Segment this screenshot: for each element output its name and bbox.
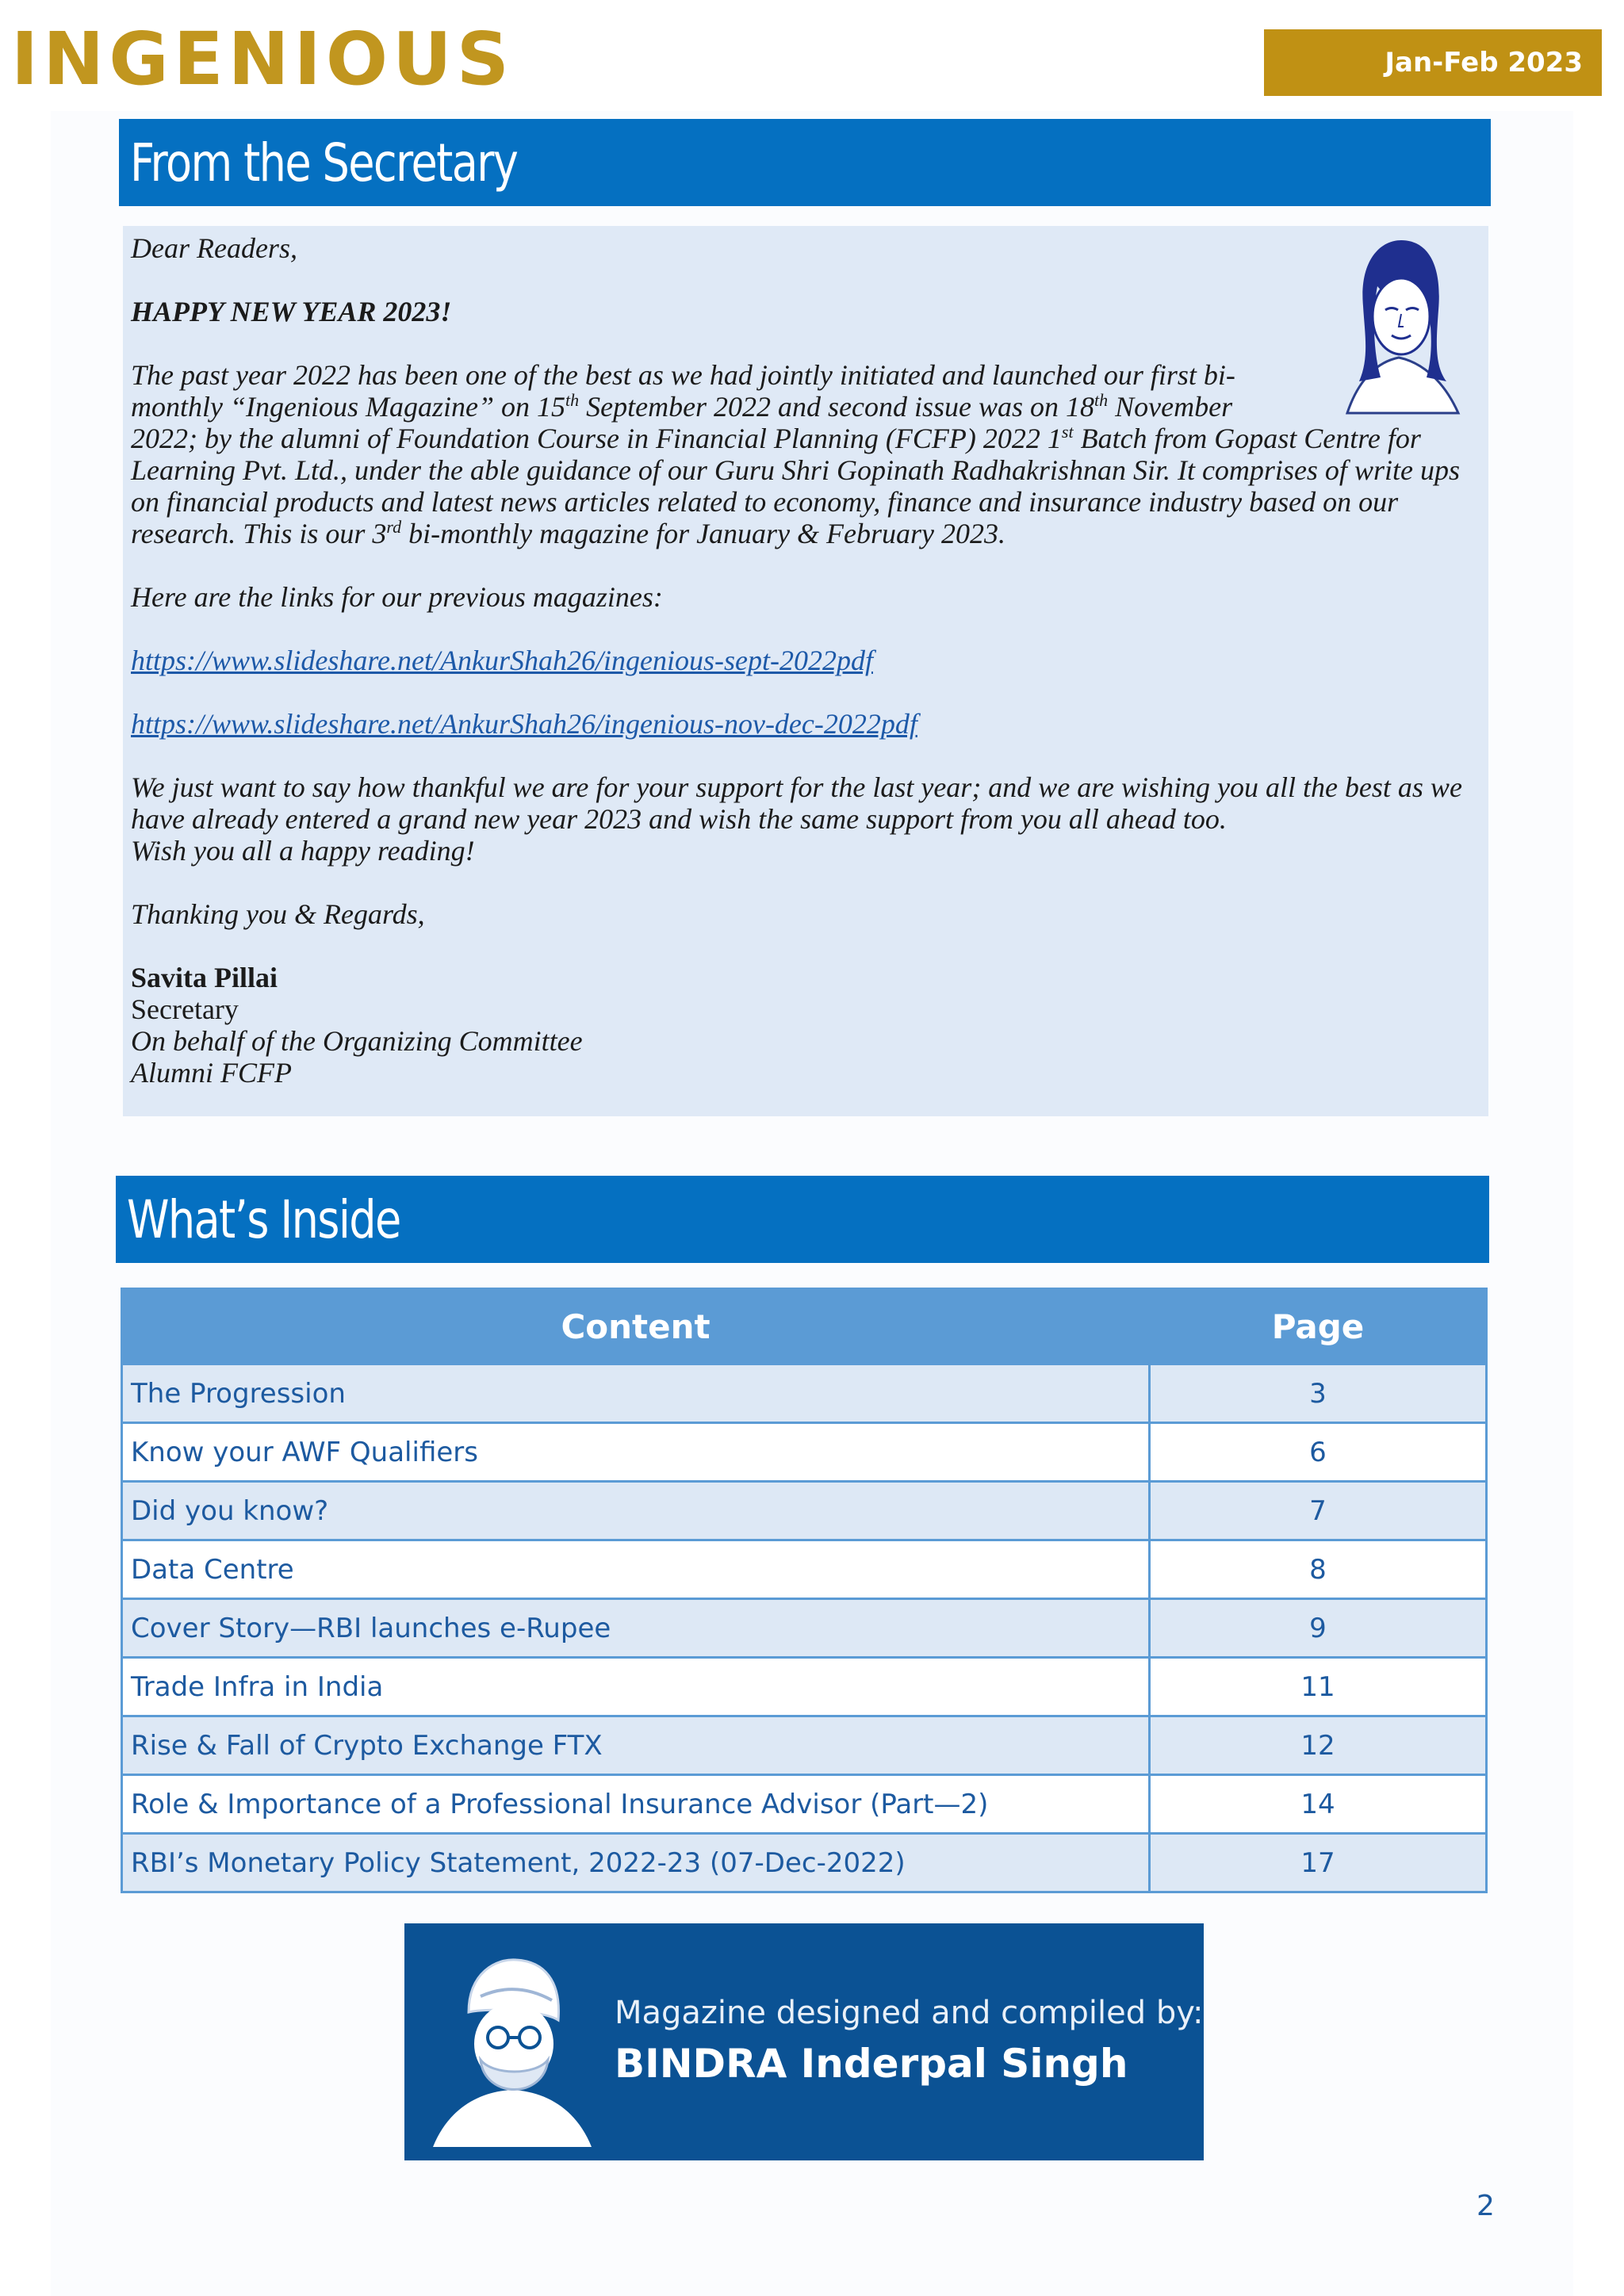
designer-portrait-icon	[425, 1949, 599, 2149]
designer-caption: Magazine designed and compiled by:	[615, 1995, 1204, 2031]
table-row[interactable]	[122, 1834, 1487, 1892]
ordinal-suffix: rd	[386, 517, 402, 537]
page-number: 2	[1477, 2190, 1495, 2222]
table-row[interactable]	[122, 1775, 1487, 1834]
toc-title: RBI’s Monetary Policy Statement, 2022-23 (07-Dec-2022)	[122, 1834, 1150, 1892]
section-heading-text: From the Secretary	[130, 132, 518, 193]
para-text: September 2022 and second issue was on 18	[579, 391, 1095, 423]
table-row[interactable]	[122, 1364, 1487, 1423]
toc-page: 9	[1150, 1599, 1487, 1658]
toc-title: Cover Story—RBI launches e-Rupee	[122, 1599, 1150, 1658]
table-row[interactable]	[122, 1658, 1487, 1716]
table-row[interactable]	[122, 1599, 1487, 1658]
secretary-letter	[123, 226, 1488, 1116]
signer-group: Alumni FCFP	[131, 1057, 292, 1089]
ordinal-suffix: st	[1061, 422, 1074, 442]
letter-greeting: HAPPY NEW YEAR 2023!	[131, 296, 452, 327]
table-row[interactable]	[122, 1482, 1487, 1540]
designer-name: BINDRA Inderpal Singh	[615, 2041, 1128, 2087]
column-header-page: Page	[1150, 1289, 1487, 1364]
para-text: bi-monthly magazine for January & February 2023.	[401, 518, 1006, 549]
toc-title: Data Centre	[122, 1540, 1150, 1599]
para-text: Batch from Gopast Centre for Learning Pvt. Ltd., under the able guidance of our Guru Shri Gopinath Radhakrishnan Sir. It comprises of write ups on financial products and latest news articles related to economy, finance and insurance industry based on our research. This is our 3	[131, 423, 1460, 549]
toc-title: Did you know?	[122, 1482, 1150, 1540]
previous-issue-link-sept[interactable]: https://www.slideshare.net/AnkurShah26/ingenious-sept-2022pdf	[131, 645, 873, 676]
column-header-content: Content	[122, 1289, 1150, 1364]
toc-title: Know your AWF Qualifiers	[122, 1423, 1150, 1482]
letter-closing: Thanking you & Regards,	[131, 898, 425, 930]
toc-page: 6	[1150, 1423, 1487, 1482]
toc-title: Trade Infra in India	[122, 1658, 1150, 1716]
toc-page: 12	[1150, 1716, 1487, 1775]
ordinal-suffix: th	[565, 390, 580, 410]
contents-table	[121, 1288, 1488, 1893]
letter-happy-reading: Wish you all a happy reading!	[131, 835, 475, 867]
table-header-row	[122, 1289, 1487, 1364]
magazine-logo: INGENIOUS	[11, 17, 514, 101]
table-row[interactable]	[122, 1540, 1487, 1599]
toc-title: Rise & Fall of Crypto Exchange FTX	[122, 1716, 1150, 1775]
designer-credit-box	[404, 1923, 1204, 2160]
toc-title: The Progression	[122, 1364, 1150, 1423]
signer-title: Secretary	[131, 993, 239, 1025]
letter-salutation: Dear Readers,	[131, 232, 297, 264]
ordinal-suffix: th	[1094, 390, 1109, 410]
section-heading-whats-inside	[116, 1176, 1489, 1263]
letter-paragraph-intro	[131, 359, 1480, 549]
table-row[interactable]	[122, 1716, 1487, 1775]
section-heading-secretary	[119, 119, 1491, 206]
signer-name: Savita Pillai	[131, 962, 278, 993]
toc-page: 7	[1150, 1482, 1487, 1540]
links-intro: Here are the links for our previous magazines:	[131, 581, 663, 613]
secretary-portrait-icon	[1316, 231, 1482, 419]
letter-paragraph-thanks: We just want to say how thankful we are for your support for the last year; and we are wishing you all the best as we have already entered a grand new year 2023 and wish the same support from you all ahead too.	[131, 771, 1462, 835]
section-heading-text: What’s Inside	[127, 1188, 400, 1250]
toc-page: 11	[1150, 1658, 1487, 1716]
toc-page: 8	[1150, 1540, 1487, 1599]
table-row[interactable]	[122, 1423, 1487, 1482]
toc-page: 14	[1150, 1775, 1487, 1834]
toc-title: Role & Importance of a Professional Insurance Advisor (Part—2)	[122, 1775, 1150, 1834]
toc-page: 17	[1150, 1834, 1487, 1892]
para-text: The past year 2022 has been one of the best as we had jointly initiated and launched our first bi-monthly “Ingenious Magazine” on 15	[131, 359, 1235, 423]
para-text: November 2022; by the alumni of Foundation Course in Financial Planning (FCFP) 2022 1	[131, 391, 1233, 454]
toc-page: 3	[1150, 1364, 1487, 1423]
signer-affiliation: On behalf of the Organizing Committee	[131, 1025, 583, 1057]
previous-issue-link-nov-dec[interactable]: https://www.slideshare.net/AnkurShah26/ingenious-nov-dec-2022pdf	[131, 708, 917, 740]
issue-date-badge: Jan-Feb 2023	[1264, 29, 1602, 96]
